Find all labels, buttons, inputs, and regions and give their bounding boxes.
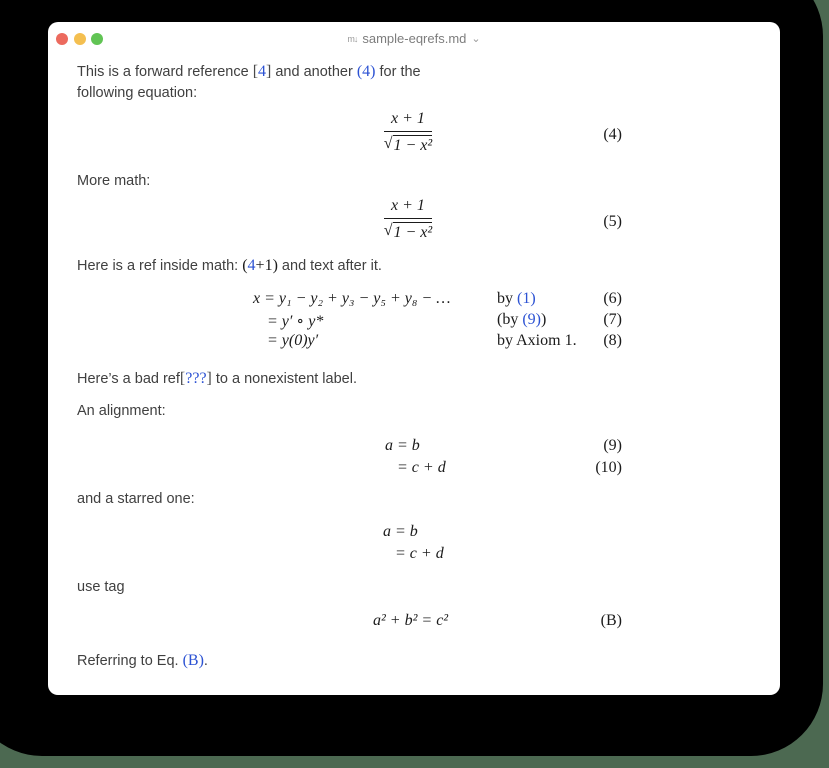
titlebar xyxy=(48,31,780,46)
paragraph-inline-ref xyxy=(77,257,382,275)
ref-bracket: [ xyxy=(179,370,186,387)
ref-bracket: [ xyxy=(252,63,259,80)
eq-ref-link-1[interactable]: (1) xyxy=(517,290,536,307)
ref-bracket: ] xyxy=(206,370,212,387)
eq-ref-link-B[interactable]: (B) xyxy=(182,652,204,669)
paragraph-more-math: More math: xyxy=(77,173,151,189)
equation-tag-10: (10) xyxy=(595,459,622,476)
paragraph-an-alignment: An alignment: xyxy=(77,403,166,419)
by-text: by Axiom 1. xyxy=(497,332,577,349)
align-row-lhs: = c + d xyxy=(395,545,444,562)
text-segment: Referring to Eq. xyxy=(77,653,183,669)
align-row-by-clause xyxy=(497,332,577,350)
text-segment: This is a forward reference xyxy=(77,64,253,80)
eq-ref-link-9[interactable]: (9) xyxy=(522,311,541,328)
eq-ref-link-4-paren[interactable]: (4) xyxy=(356,63,376,80)
eq-ref-link-4-bracket[interactable]: 4 xyxy=(258,63,267,80)
equation-tag-4: (4) xyxy=(603,126,622,143)
align-row-lhs: = y(0)y′ xyxy=(267,332,319,349)
eq-ref-link-inline-4[interactable]: 4 xyxy=(247,257,256,274)
equation-B-body: a² + b² = c² xyxy=(373,612,449,629)
paragraph-line2: following equation: xyxy=(77,85,198,101)
equation-tag-8: (8) xyxy=(603,332,622,349)
text-segment: Here’s a bad ref xyxy=(77,371,180,387)
by-text: ) xyxy=(540,311,547,328)
eq-ref-link-unknown[interactable]: ??? xyxy=(185,370,207,387)
fraction-numerator: x + 1 xyxy=(391,110,425,127)
text-segment: Here is a ref inside math: xyxy=(77,258,243,274)
paragraph-forward-reference xyxy=(77,63,421,81)
sqrt-radicand: 1 − x² xyxy=(393,223,433,241)
align-row-lhs: a = b xyxy=(383,523,418,540)
equation-tag-7: (7) xyxy=(603,311,622,328)
text-segment: and another xyxy=(271,64,357,80)
window-title[interactable]: sample-eqrefs.md xyxy=(362,31,467,46)
ref-bracket: ] xyxy=(266,63,272,80)
paragraph-starred-intro: and a starred one: xyxy=(77,491,195,507)
paragraph-bad-ref xyxy=(77,370,357,388)
text-segment: for the xyxy=(375,64,421,80)
equation-tag-5: (5) xyxy=(603,213,622,230)
align-row-lhs: = c + d xyxy=(397,459,446,476)
sqrt-radicand: 1 − x² xyxy=(393,136,433,154)
fraction-denominator xyxy=(384,131,432,155)
text-segment: to a nonexistent label. xyxy=(211,371,357,387)
paragraph-use-tag: use tag xyxy=(77,579,125,595)
align-row-lhs: = y′ ∘ y* xyxy=(267,313,324,330)
math-rest: +1) xyxy=(255,257,278,274)
math-paren: ( xyxy=(242,257,248,274)
equation-5-fraction xyxy=(382,197,434,241)
markdown-file-icon: m↓ xyxy=(347,33,358,44)
by-text: (by xyxy=(497,311,523,328)
text-segment: . xyxy=(203,653,208,669)
equation-4-fraction xyxy=(382,110,434,154)
align-row-by-clause xyxy=(497,311,546,329)
fraction-numerator: x + 1 xyxy=(391,197,425,214)
markdown-preview-window xyxy=(48,22,780,695)
align-row-lhs: a = b xyxy=(385,437,420,454)
sqrt-symbol: √ xyxy=(383,134,393,152)
fraction-denominator xyxy=(384,218,432,242)
align-row-by-clause xyxy=(497,290,536,308)
equation-tag-B: (B) xyxy=(600,612,622,629)
sqrt-symbol: √ xyxy=(383,221,393,239)
by-text: by xyxy=(497,290,517,307)
chevron-down-icon[interactable]: ⌄ xyxy=(471,33,481,45)
equation-tag-9: (9) xyxy=(603,437,622,454)
text-segment: and text after it. xyxy=(277,258,382,274)
equation-tag-6: (6) xyxy=(603,290,622,307)
paragraph-ref-B xyxy=(77,652,208,670)
align-row-lhs: x = y₁ − y₂ + y₃ − y₅ + y₈ − … xyxy=(253,290,451,307)
